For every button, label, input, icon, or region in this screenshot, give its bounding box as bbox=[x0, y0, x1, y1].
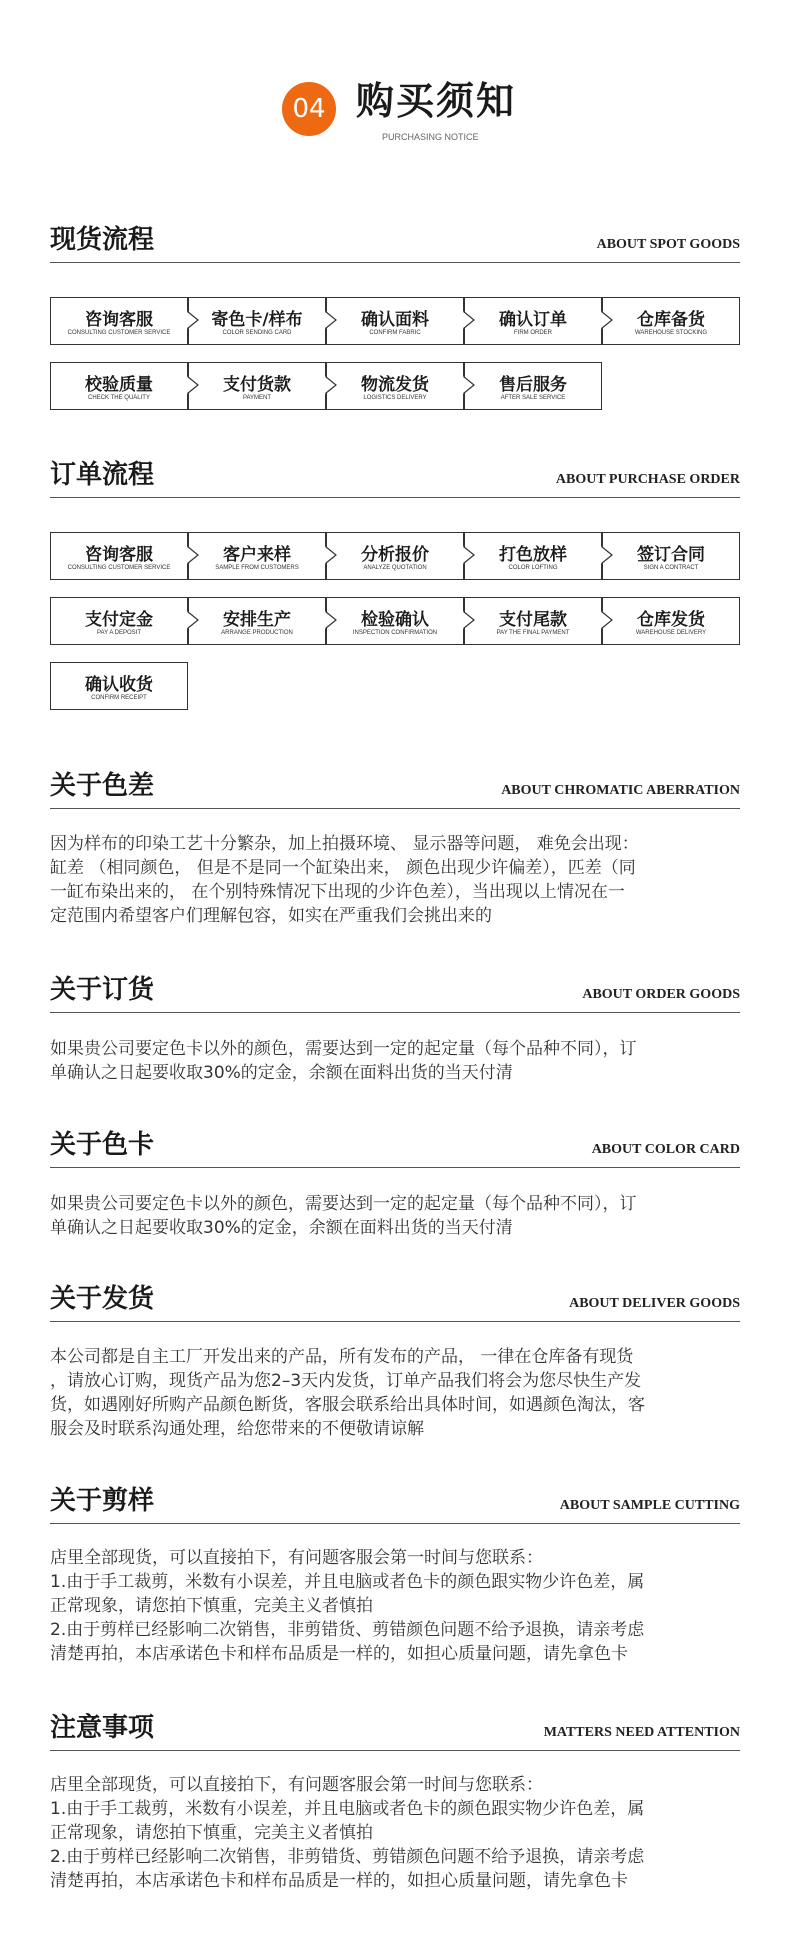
page-subtitle: PURCHASING NOTICE bbox=[382, 132, 479, 142]
flow-step-label: 检验确认 bbox=[361, 610, 429, 630]
flow-step bbox=[50, 662, 188, 710]
section-title-en: ABOUT SPOT GOODS bbox=[596, 237, 740, 252]
flow-step-label-en: CHECK THE QUALITY bbox=[88, 395, 150, 401]
flow-step-label-en: CONFIRM RECEIPT bbox=[91, 695, 147, 701]
flow-step bbox=[326, 362, 464, 410]
flow-step bbox=[464, 362, 602, 410]
section-header bbox=[50, 764, 740, 809]
order-goods-section bbox=[50, 968, 740, 1013]
chevron-right-icon bbox=[463, 546, 475, 564]
chevron-right-icon bbox=[325, 611, 337, 629]
flow-step-label: 确认收货 bbox=[85, 675, 153, 695]
flow-step-label: 安排生产 bbox=[223, 610, 291, 630]
deliver-goods-section bbox=[50, 1277, 740, 1322]
spot-goods-section bbox=[50, 218, 740, 263]
section-title-en: ABOUT PURCHASE ORDER bbox=[555, 472, 740, 487]
flow-step-label: 仓库发货 bbox=[637, 610, 705, 630]
color-card-text: 如果贵公司要定色卡以外的颜色，需要达到一定的起定量（每个品种不同），订 单确认之日起要收取30%的定金，余额在面料出货的当天付清 bbox=[50, 1194, 637, 1238]
flow-step-label: 客户来样 bbox=[223, 545, 291, 565]
section-title: 注意事项 bbox=[50, 1713, 155, 1743]
section-title-en: ABOUT ORDER GOODS bbox=[582, 987, 740, 1002]
flow-step-label-en: SAMPLE FROM CUSTOMERS bbox=[215, 565, 299, 571]
flow-step-label-en: COLOR LOFTING bbox=[508, 565, 558, 571]
flow-step bbox=[464, 297, 602, 345]
flow-step-label: 确认订单 bbox=[499, 310, 567, 330]
chevron-right-icon bbox=[463, 611, 475, 629]
flow-step bbox=[50, 532, 188, 580]
flow-step-label-en: ANALYZE QUOTATION bbox=[363, 565, 427, 571]
section-title-en: ABOUT SAMPLE CUTTING bbox=[559, 1498, 740, 1513]
section-header bbox=[50, 1706, 740, 1751]
attention-text: 店里全部现货，可以直接拍下，有问题客服会第一时间与您联系： 1.由于手工裁剪，米数有小误差，并且电脑或者色卡的颜色跟实物少许色差，属 正常现象，请您拍下慎重，完美主义者慎拍 2.由于剪样已经影响二次销售，非剪错货、剪错颜色问题不给予退换，请亲考虑 清楚再拍，本店承诺色卡和样布品质是一样的，如担心质量问题，请先拿色卡 bbox=[50, 1775, 645, 1891]
chevron-right-icon bbox=[187, 546, 199, 564]
flow-step-label-en: COLOR SENDING CARD bbox=[222, 330, 292, 336]
section-title: 关于发货 bbox=[50, 1284, 155, 1314]
section-header bbox=[50, 968, 740, 1013]
section-title: 关于色卡 bbox=[50, 1130, 155, 1160]
flow-step-label-en: ARRANGE PRODUCTION bbox=[221, 630, 293, 636]
flow-step bbox=[50, 362, 188, 410]
chevron-right-icon bbox=[325, 376, 337, 394]
sample-cutting-text: 店里全部现货，可以直接拍下，有问题客服会第一时间与您联系： 1.由于手工裁剪，米数有小误差，并且电脑或者色卡的颜色跟实物少许色差，属 正常现象，请您拍下慎重，完美主义者慎拍 2.由于剪样已经影响二次销售，非剪错货、剪错颜色问题不给予退换，请亲考虑 清楚再拍，本店承诺色卡和样布品质是一样的，如担心质量问题，请先拿色卡 bbox=[50, 1548, 645, 1664]
flow-step bbox=[464, 532, 602, 580]
flow-step-label-en: AFTER SALE SERVICE bbox=[500, 395, 566, 401]
flow-step-label-en: INSPECTION CONFIRMATION bbox=[352, 630, 438, 636]
chevron-right-icon bbox=[187, 376, 199, 394]
flow-step-label-en: CONSULTING CUSTOMER SERVICE bbox=[67, 330, 171, 336]
flow-step-label: 确认面料 bbox=[361, 310, 429, 330]
section-title: 现货流程 bbox=[50, 225, 155, 255]
flow-step-label: 支付定金 bbox=[85, 610, 153, 630]
sample-cutting-section bbox=[50, 1479, 740, 1524]
flow-step bbox=[326, 532, 464, 580]
flow-step-label: 打色放样 bbox=[499, 545, 567, 565]
chromatic-section bbox=[50, 764, 740, 809]
flow-step-label-en: WAREHOUSE STOCKING bbox=[634, 330, 707, 336]
chevron-right-icon bbox=[325, 546, 337, 564]
attention-section bbox=[50, 1706, 740, 1751]
flow-step bbox=[188, 532, 326, 580]
section-title: 关于色差 bbox=[50, 771, 155, 801]
flow-row bbox=[50, 662, 740, 712]
flow-step-label: 物流发货 bbox=[361, 375, 429, 395]
section-title-en: ABOUT CHROMATIC ABERRATION bbox=[501, 783, 740, 798]
flow-step-label-en: WAREHOUSE DELIVERY bbox=[635, 630, 707, 636]
color-card-section bbox=[50, 1123, 740, 1168]
flow-step-label: 校验质量 bbox=[85, 375, 153, 395]
section-title: 关于订货 bbox=[50, 975, 155, 1005]
section-header bbox=[50, 1277, 740, 1322]
flow-step bbox=[50, 297, 188, 345]
section-title-en: ABOUT COLOR CARD bbox=[591, 1142, 740, 1157]
chevron-right-icon bbox=[601, 611, 613, 629]
flow-step-label-en: CONFIRM FABRIC bbox=[369, 330, 421, 336]
chevron-right-icon bbox=[187, 611, 199, 629]
flow-step-label-en: PAYMENT bbox=[242, 395, 272, 401]
flow-step bbox=[602, 532, 740, 580]
chevron-right-icon bbox=[601, 546, 613, 564]
section-number-badge: 04 bbox=[282, 82, 336, 136]
flow-step-label: 仓库备货 bbox=[637, 310, 705, 330]
flow-step bbox=[602, 597, 740, 645]
flow-step bbox=[188, 297, 326, 345]
flow-step-label: 咨询客服 bbox=[85, 310, 153, 330]
flow-step-label: 支付货款 bbox=[223, 375, 291, 395]
chevron-right-icon bbox=[463, 311, 475, 329]
flow-step bbox=[464, 597, 602, 645]
flow-step-label-en: FIRM ORDER bbox=[514, 330, 552, 336]
section-header bbox=[50, 453, 740, 498]
order-goods-text: 如果贵公司要定色卡以外的颜色，需要达到一定的起定量（每个品种不同），订 单确认之日起要收取30%的定金，余额在面料出货的当天付清 bbox=[50, 1039, 637, 1083]
section-header bbox=[50, 1123, 740, 1168]
flow-row bbox=[50, 297, 740, 347]
flow-step-label: 签订合同 bbox=[637, 545, 705, 565]
flow-step-label-en: CONSULTING CUSTOMER SERVICE bbox=[67, 565, 171, 571]
flow-row bbox=[50, 597, 740, 647]
flow-step-label: 分析报价 bbox=[361, 545, 429, 565]
flow-row bbox=[50, 362, 740, 412]
flow-step-label: 售后服务 bbox=[499, 375, 567, 395]
section-header bbox=[50, 1479, 740, 1524]
flow-step bbox=[602, 297, 740, 345]
chevron-right-icon bbox=[463, 376, 475, 394]
flow-step-label-en: PAY A DEPOSIT bbox=[96, 630, 142, 636]
flow-step-label-en: PAY THE FINAL PAYMENT bbox=[496, 630, 570, 636]
chevron-right-icon bbox=[601, 311, 613, 329]
section-title: 订单流程 bbox=[50, 460, 155, 490]
flow-step-label: 咨询客服 bbox=[85, 545, 153, 565]
flow-step bbox=[188, 362, 326, 410]
flow-step-label: 寄色卡/样布 bbox=[211, 310, 303, 330]
flow-step bbox=[326, 597, 464, 645]
flow-step-label-en: LOGISTICS DELIVERY bbox=[363, 395, 427, 401]
deliver-goods-text: 本公司都是自主工厂开发出来的产品，所有发布的产品， 一律在仓库备有现货 ，请放心订购，现货产品为您2–3天内发货，订单产品我们将会为您尽快生产发 货，如遇刚好所购产品颜色断货，客服会联系给出具体时间，如遇颜色淘汰，客 服会及时联系沟通处理，给您带来的不便敬请谅解 bbox=[50, 1347, 645, 1439]
flow-step bbox=[50, 597, 188, 645]
page-header bbox=[0, 0, 790, 150]
chevron-right-icon bbox=[187, 311, 199, 329]
order-process-section bbox=[50, 453, 740, 498]
flow-step bbox=[188, 597, 326, 645]
chevron-right-icon bbox=[325, 311, 337, 329]
section-title-en: MATTERS NEED ATTENTION bbox=[543, 1725, 740, 1740]
section-header bbox=[50, 218, 740, 263]
flow-step-label-en: SIGN A CONTRACT bbox=[643, 565, 699, 571]
chromatic-text: 因为样布的印染工艺十分繁杂，加上拍摄环境、 显示器等问题， 难免会出现： 缸差 （相同颜色， 但是不是同一个缸染出来， 颜色出现少许偏差），匹差（同 一缸布染出来的， 在个别特殊情况下出现的少许色差），当出现以上情况在一 定范围内希望客户们理解包容，如实在严重我们会挑出来的 bbox=[50, 834, 639, 926]
section-title: 关于剪样 bbox=[50, 1486, 155, 1516]
flow-step-label: 支付尾款 bbox=[499, 610, 567, 630]
flow-row bbox=[50, 532, 740, 582]
section-title-en: ABOUT DELIVER GOODS bbox=[569, 1296, 740, 1311]
page-title: 购买须知 bbox=[356, 78, 517, 123]
flow-step bbox=[326, 297, 464, 345]
